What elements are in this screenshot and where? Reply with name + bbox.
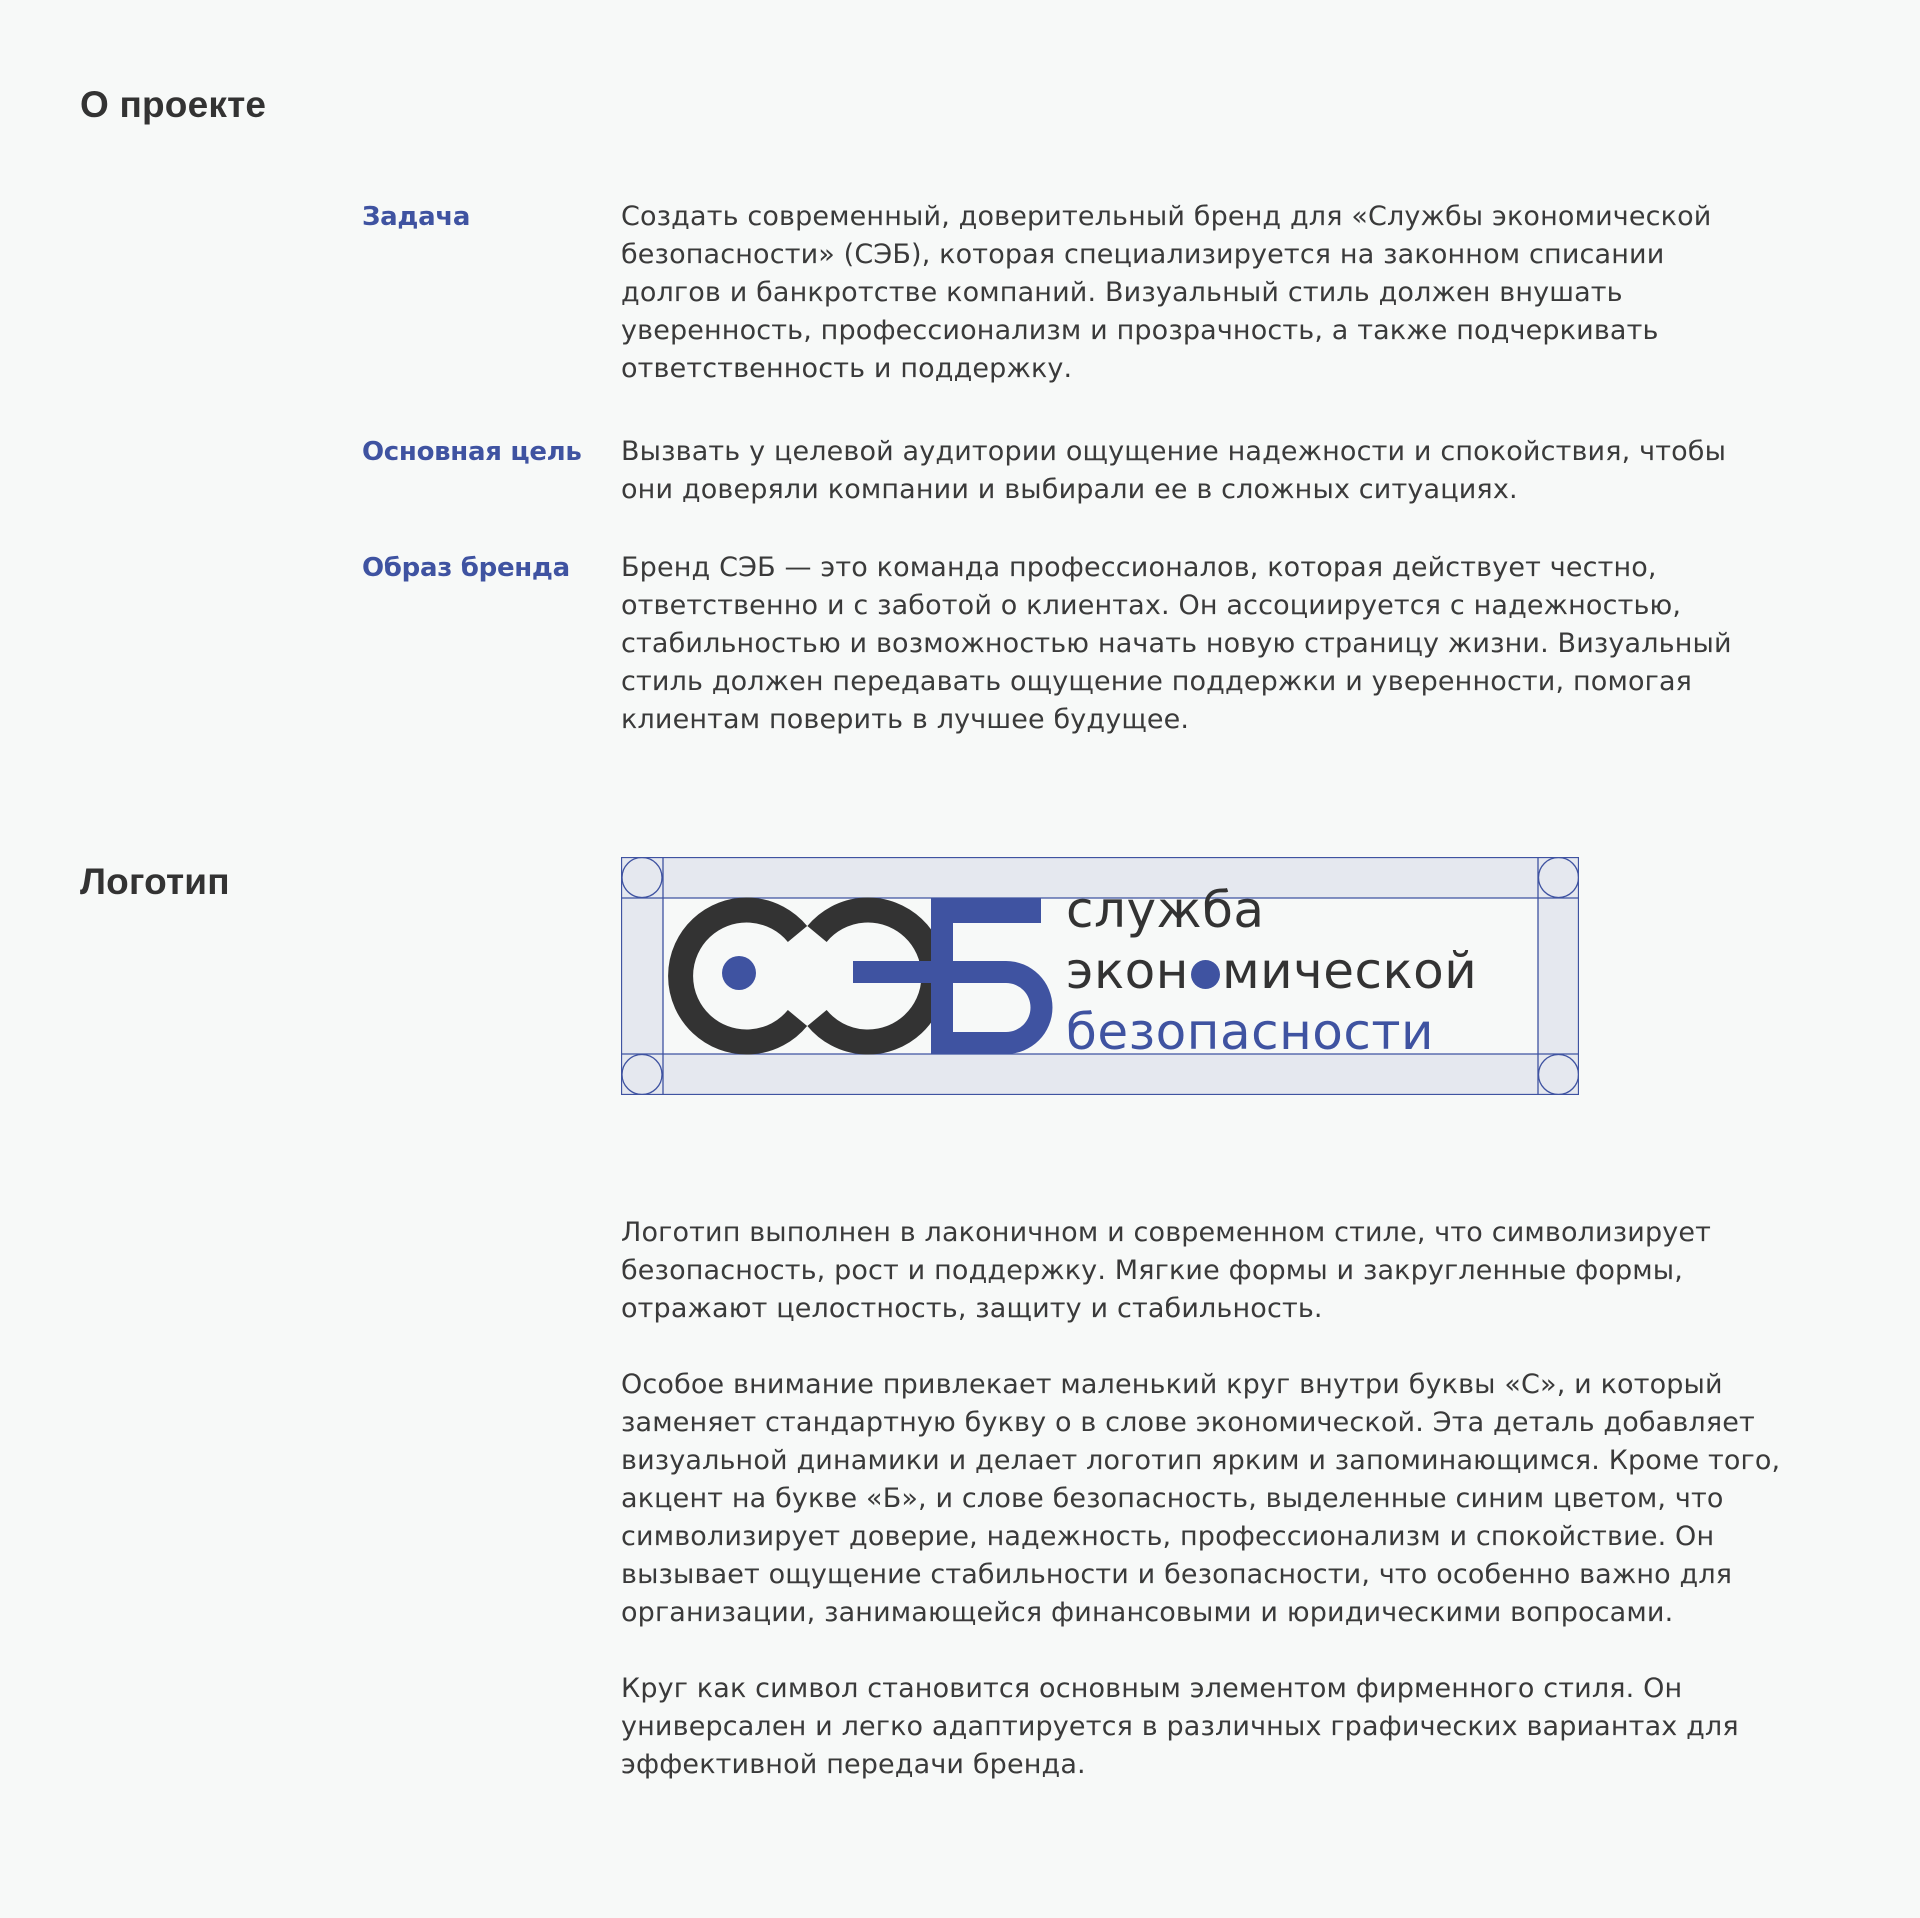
text-line: универсален и легко адаптируется в различных графических вариантах для bbox=[621, 1711, 1739, 1742]
text-line: вызывает ощущение стабильности и безопасности, что особенно важно для bbox=[621, 1559, 1733, 1590]
wordmark-dot-icon bbox=[1191, 960, 1220, 989]
label-brand-image: Образ бренда bbox=[362, 553, 570, 583]
brand-image-description bbox=[621, 549, 1851, 739]
text-line: ответственность и поддержку. bbox=[621, 353, 1073, 384]
text-line: Бренд СЭБ — это команда профессионалов, которая действует честно, bbox=[621, 552, 1657, 583]
text-line: они доверяли компании и выбирали ее в сложных ситуациях. bbox=[621, 474, 1518, 505]
logo-description-1 bbox=[621, 1214, 1851, 1328]
text-line: Особое внимание привлекает маленький круг внутри буквы «С», и который bbox=[621, 1369, 1723, 1400]
logo-wordmark bbox=[1066, 880, 1477, 1063]
text-line: клиентам поверить в лучшее будущее. bbox=[621, 704, 1190, 735]
text-line: организации, занимающейся финансовыми и юридическими вопросами. bbox=[621, 1597, 1674, 1628]
text-line: Создать современный, доверительный бренд для «Службы экономической bbox=[621, 201, 1712, 232]
text-line: безопасность, рост и поддержку. Мягкие формы и закругленные формы, bbox=[621, 1255, 1684, 1286]
logo-description-2 bbox=[621, 1366, 1851, 1632]
text-line: Логотип выполнен в лаконичном и современном стиле, что символизирует bbox=[621, 1217, 1712, 1248]
text-line: уверенность, профессионализм и прозрачность, а также подчеркивать bbox=[621, 315, 1659, 346]
label-main-goal: Основная цель bbox=[362, 437, 582, 467]
wordmark-line-economic bbox=[1066, 941, 1477, 1002]
wordmark-economic-part1: экон bbox=[1066, 942, 1189, 1000]
text-line: Вызвать у целевой аудитории ощущение надежности и спокойствия, чтобы bbox=[621, 436, 1727, 467]
logo-construction-grid bbox=[621, 857, 1579, 1095]
main-goal-description bbox=[621, 433, 1851, 509]
text-line: эффективной передачи бренда. bbox=[621, 1749, 1086, 1780]
wordmark-economic-part2: мической bbox=[1221, 942, 1478, 1000]
text-line: долгов и банкротстве компаний. Визуальный стиль должен внушать bbox=[621, 277, 1623, 308]
monogram-dot bbox=[722, 956, 756, 990]
wordmark-line-service: служба bbox=[1066, 881, 1265, 939]
logo-description-3 bbox=[621, 1670, 1851, 1784]
text-line: визуальной динамики и делает логотип ярким и запоминающимся. Кроме того, bbox=[621, 1445, 1781, 1476]
text-line: безопасности» (СЭБ), которая специализируется на законном списании bbox=[621, 239, 1665, 270]
task-description bbox=[621, 198, 1851, 388]
wordmark-line-security: безопасности bbox=[1066, 1003, 1434, 1061]
text-line: акцент на букве «Б», и слове безопасность, выделенные синим цветом, что bbox=[621, 1483, 1724, 1514]
label-task: Задача bbox=[362, 202, 471, 232]
section-title-logo: Логотип bbox=[80, 861, 230, 902]
text-line: стиль должен передавать ощущение поддержки и уверенности, помогая bbox=[621, 666, 1693, 697]
section-title-about: О проекте bbox=[80, 84, 267, 125]
text-line: Круг как символ становится основным элементом фирменного стиля. Он bbox=[621, 1673, 1683, 1704]
text-line: заменяет стандартную букву о в слове экономической. Эта деталь добавляет bbox=[621, 1407, 1755, 1438]
text-line: отражают целостность, защиту и стабильность. bbox=[621, 1293, 1323, 1324]
text-line: ответственно и с заботой о клиентах. Он ассоциируется с надежностью, bbox=[621, 590, 1682, 621]
text-line: символизирует доверие, надежность, профессионализм и спокойствие. Он bbox=[621, 1521, 1715, 1552]
text-line: стабильностью и возможностью начать новую страницу жизни. Визуальный bbox=[621, 628, 1732, 659]
